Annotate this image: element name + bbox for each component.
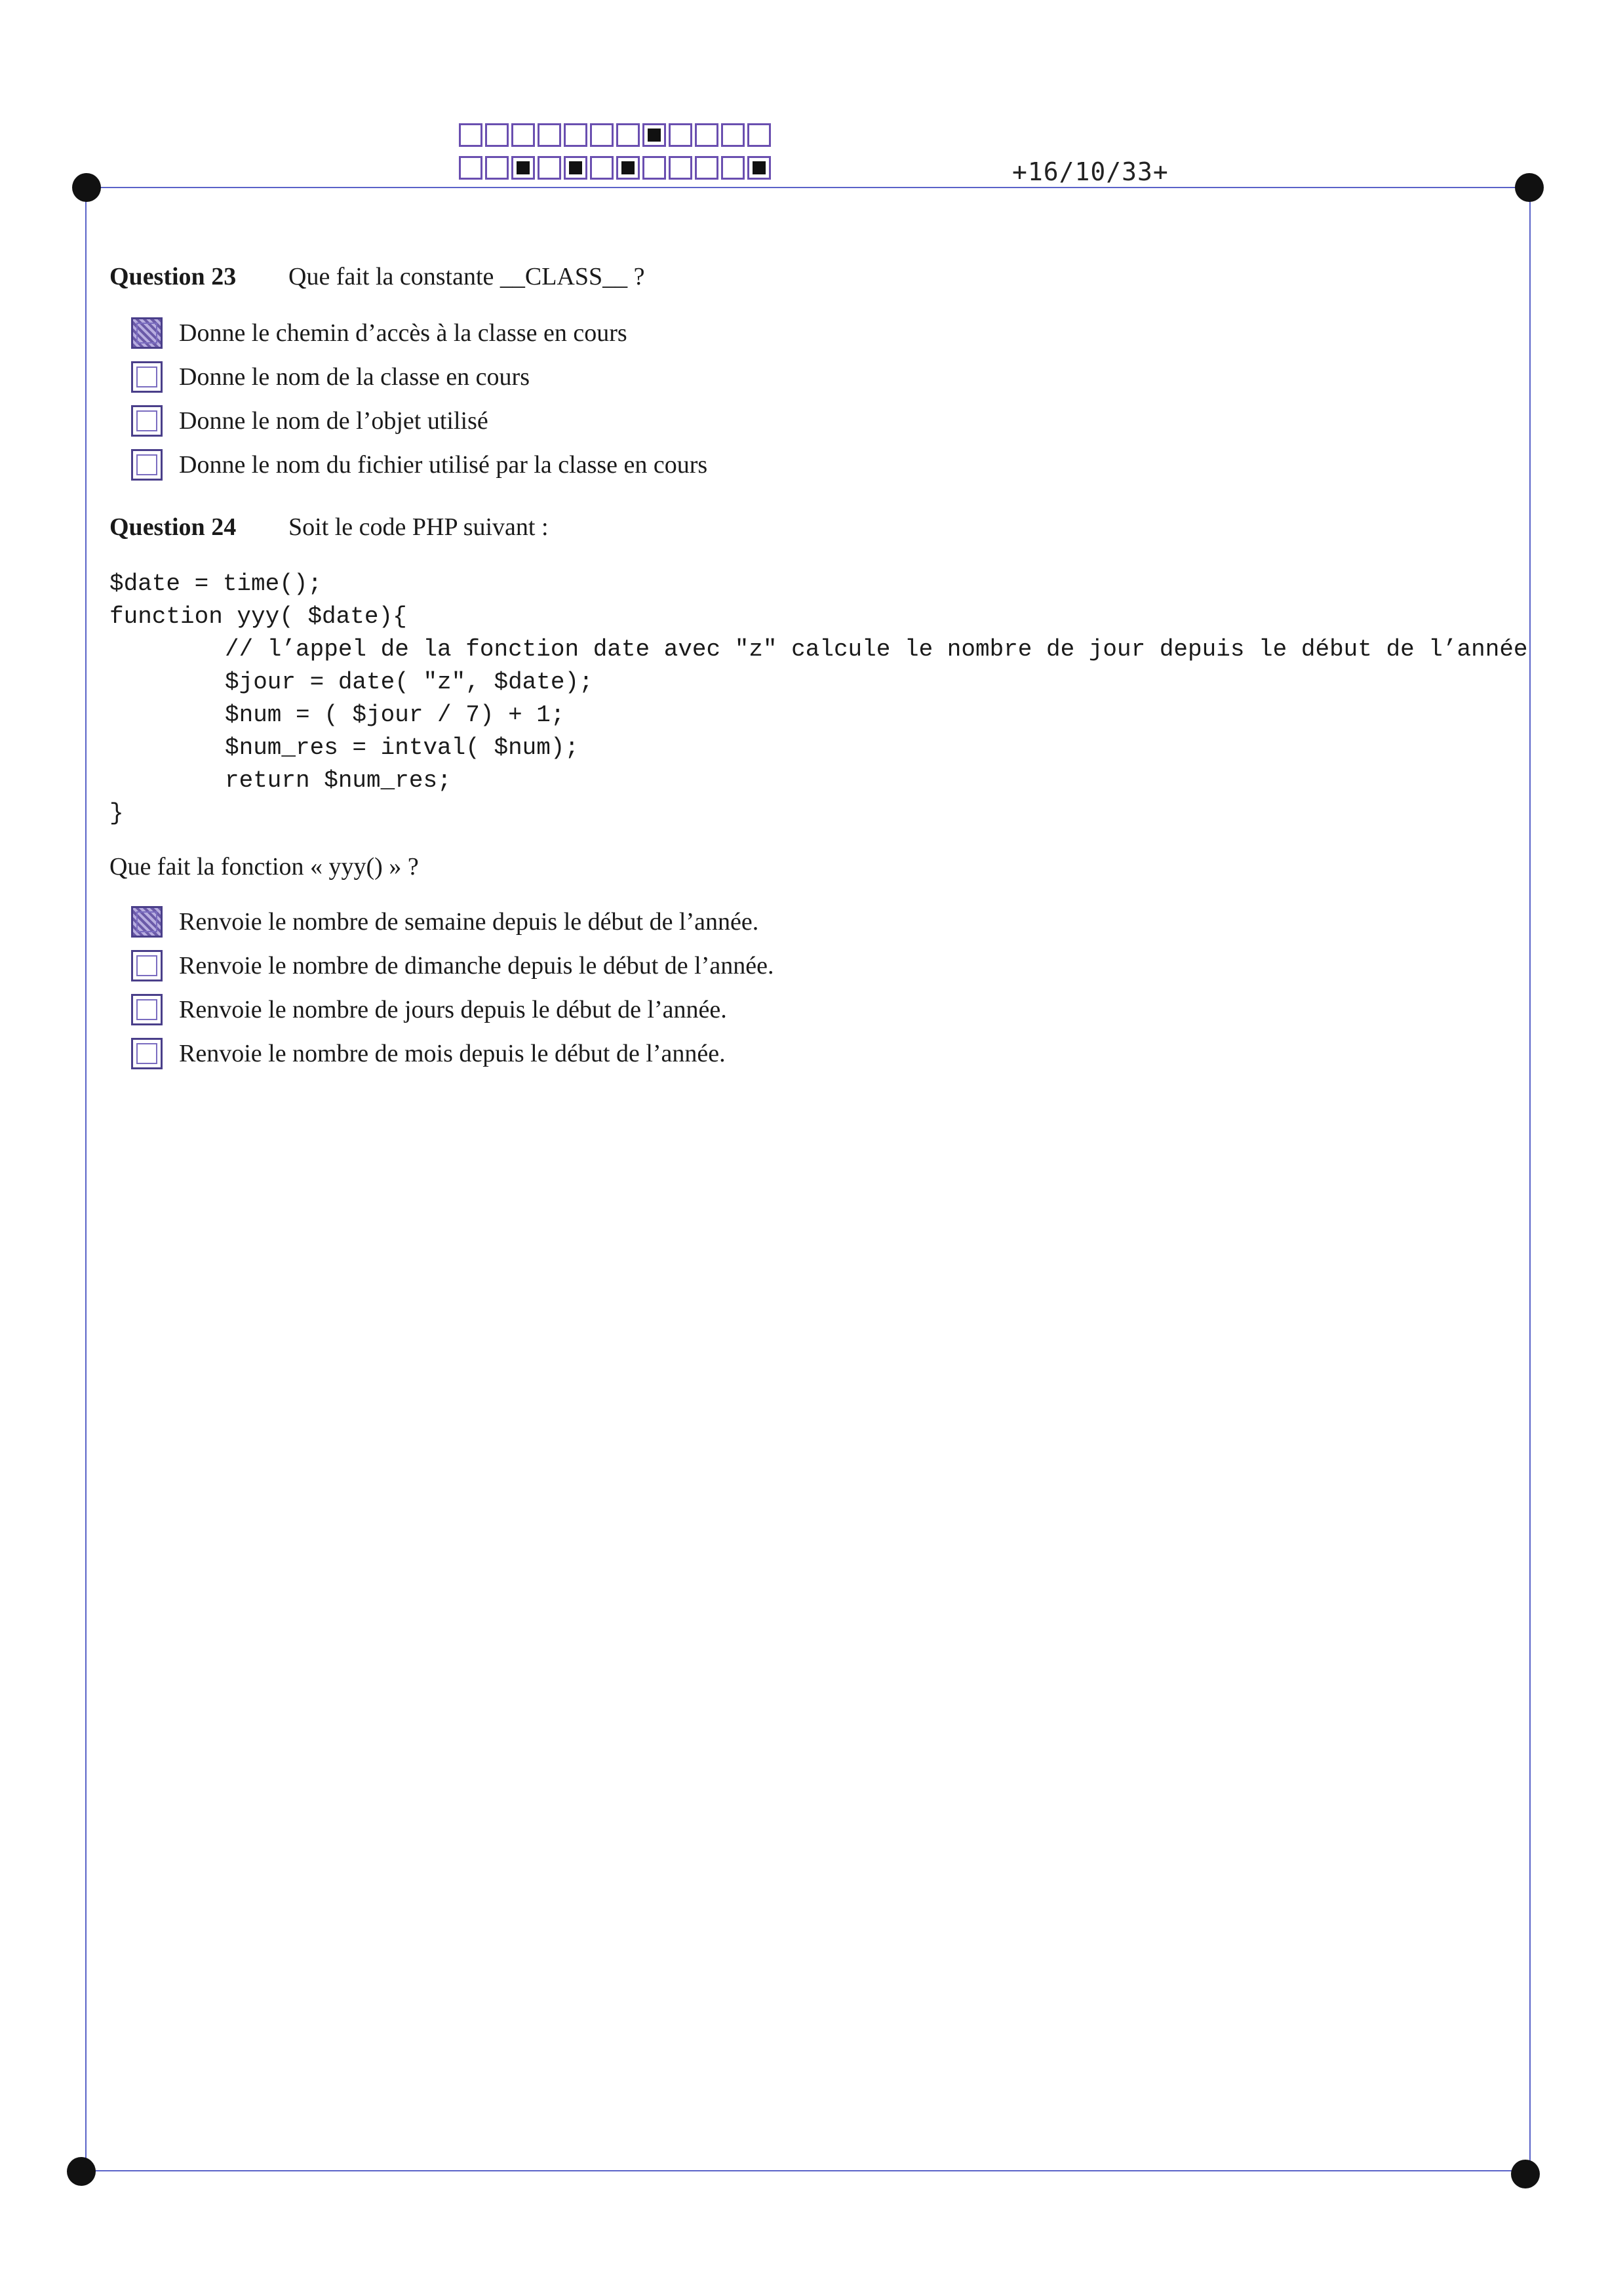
checkbox-0-3[interactable] <box>131 449 163 481</box>
checkbox-0-0[interactable] <box>131 317 163 349</box>
answer-option[interactable] <box>131 949 774 983</box>
code-cell <box>747 123 771 147</box>
answer-option[interactable] <box>131 316 627 350</box>
answer-option[interactable] <box>131 993 727 1027</box>
checkbox-1-1[interactable] <box>131 950 163 981</box>
code-line: $date = time(); <box>109 570 323 597</box>
page-id: +16/10/33+ <box>1012 157 1169 186</box>
code-cell <box>695 156 718 180</box>
answer-label: Renvoie le nombre de semaine depuis le début de l’année. <box>179 908 759 936</box>
corner-marker-top-left <box>72 173 101 202</box>
code-cell <box>564 156 587 180</box>
question-text: Soit le code PHP suivant : <box>288 513 549 541</box>
corner-marker-bottom-left <box>67 2157 96 2186</box>
frame-bottom-line <box>81 2170 1528 2171</box>
code-cell <box>642 123 666 147</box>
checkbox-0-1[interactable] <box>131 361 163 393</box>
code-line: // l’appel de la fonction date avec "z" calcule le nombre de jour depuis le début de l’année <box>225 636 1528 663</box>
frame-left-line <box>85 187 87 2172</box>
code-cell <box>590 156 614 180</box>
answer-label: Donne le nom du fichier utilisé par la classe en cours <box>179 451 708 479</box>
code-cell <box>669 156 692 180</box>
question-24-heading <box>109 513 549 542</box>
question-23-heading <box>109 262 645 291</box>
answer-label: Renvoie le nombre de dimanche depuis le début de l’année. <box>179 952 774 980</box>
frame-top-line <box>88 187 1533 188</box>
code-cell <box>642 156 666 180</box>
code-cell <box>695 123 718 147</box>
code-cell <box>747 156 771 180</box>
question-text: Que fait la constante __CLASS__ ? <box>288 263 645 290</box>
code-cell <box>616 156 640 180</box>
code-cell <box>538 156 561 180</box>
php-code-block <box>109 568 1528 830</box>
question-number: Question 23 <box>109 263 237 290</box>
code-cell <box>669 123 692 147</box>
code-line: function yyy( $date){ <box>109 603 407 630</box>
code-line: $num = ( $jour / 7) + 1; <box>225 702 565 728</box>
answer-option[interactable] <box>131 905 758 939</box>
code-cell <box>511 123 535 147</box>
answer-label: Donne le chemin d’accès à la classe en cours <box>179 319 627 347</box>
checkbox-1-3[interactable] <box>131 1038 163 1069</box>
code-cell <box>485 156 509 180</box>
corner-marker-bottom-right <box>1511 2160 1540 2188</box>
code-cell <box>564 123 587 147</box>
code-line: } <box>109 800 124 827</box>
answer-label: Renvoie le nombre de mois depuis le début de l’année. <box>179 1040 726 1067</box>
frame-right-line <box>1529 187 1531 2172</box>
code-cell <box>721 123 745 147</box>
question-number: Question 24 <box>109 513 237 541</box>
page-code-row-2 <box>459 156 774 180</box>
answer-label: Renvoie le nombre de jours depuis le début de l’année. <box>179 996 727 1023</box>
page-code-row-1 <box>459 123 774 147</box>
answer-label: Donne le nom de l’objet utilisé <box>179 407 488 435</box>
answer-option[interactable] <box>131 404 488 438</box>
code-cell <box>590 123 614 147</box>
code-cell <box>616 123 640 147</box>
code-cell <box>538 123 561 147</box>
code-line: $num_res = intval( $num); <box>225 734 579 761</box>
code-cell <box>459 156 482 180</box>
answer-option[interactable] <box>131 1037 726 1071</box>
code-line: return $num_res; <box>225 767 452 794</box>
checkbox-1-2[interactable] <box>131 994 163 1025</box>
code-line: $jour = date( "z", $date); <box>225 669 593 696</box>
corner-marker-top-right <box>1515 173 1544 202</box>
answer-option[interactable] <box>131 360 530 394</box>
question-prompt: Que fait la fonction « yyy() » ? <box>109 853 419 881</box>
checkbox-1-0[interactable] <box>131 906 163 938</box>
answer-option[interactable] <box>131 448 707 482</box>
code-cell <box>459 123 482 147</box>
code-cell <box>485 123 509 147</box>
checkbox-0-2[interactable] <box>131 405 163 437</box>
answer-label: Donne le nom de la classe en cours <box>179 363 530 391</box>
code-cell <box>511 156 535 180</box>
code-cell <box>721 156 745 180</box>
